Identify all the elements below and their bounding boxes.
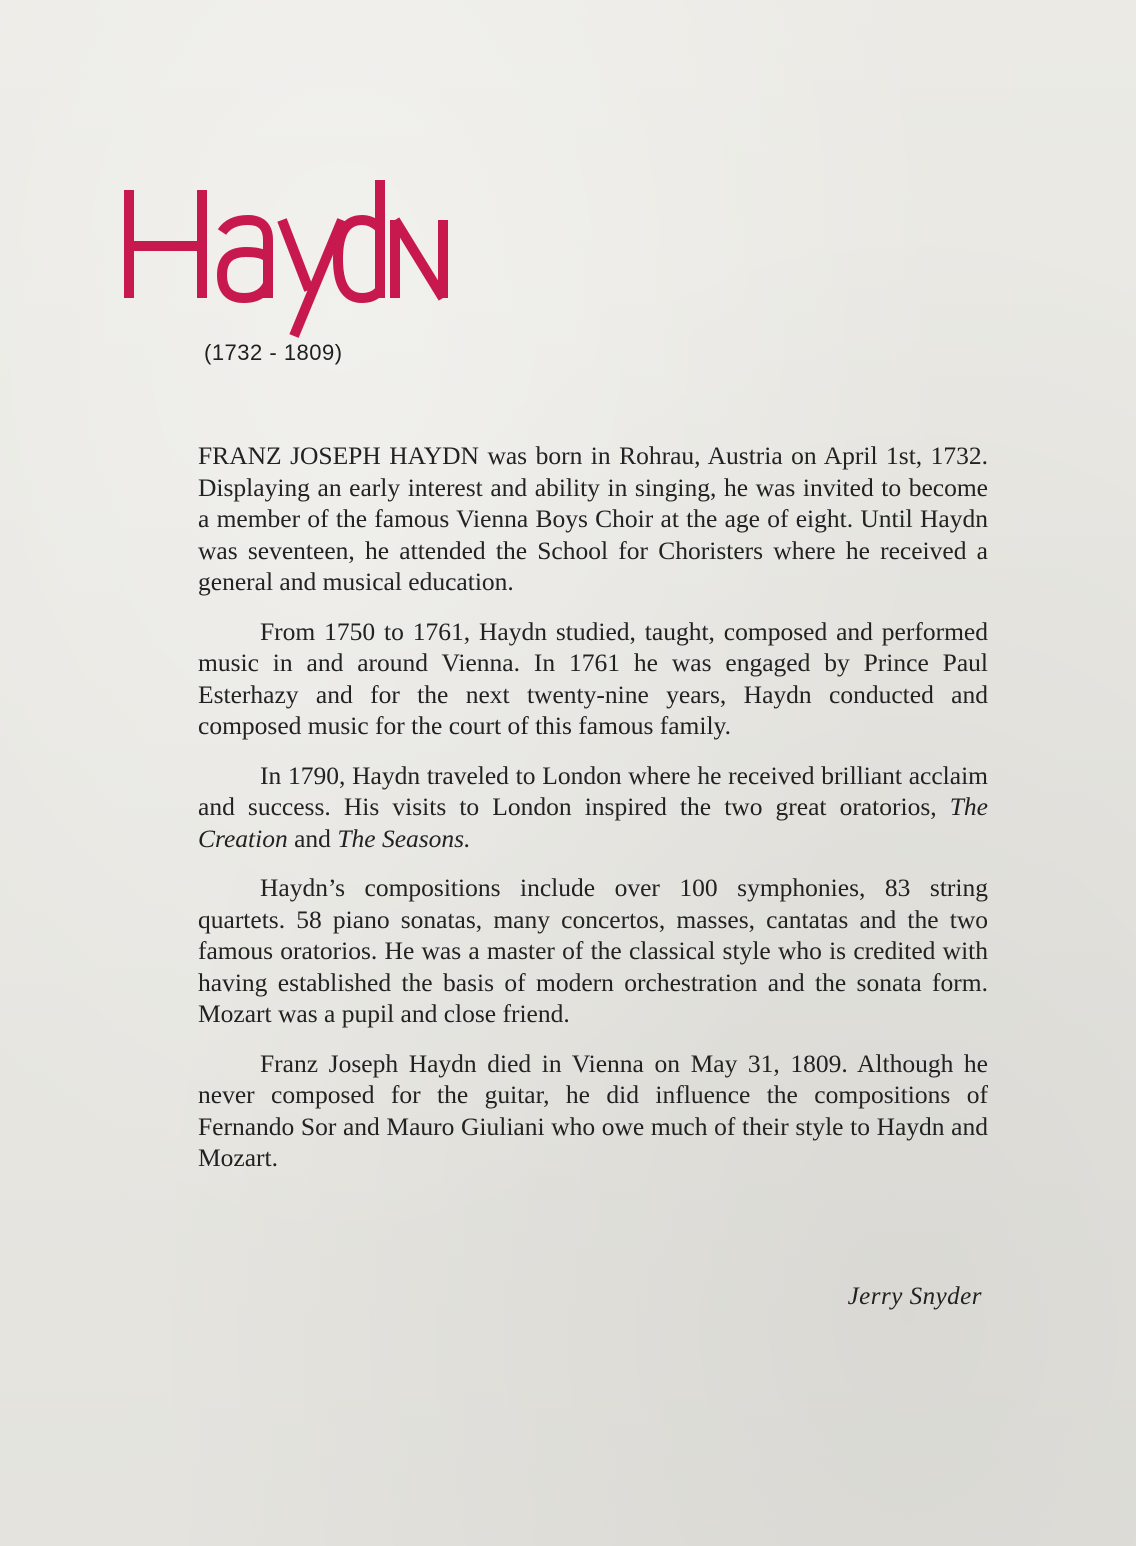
page-title-logo [118,150,478,340]
haydn-wordmark [118,150,478,340]
life-dates: (1732 - 1809) [204,340,343,365]
paragraph-death: Franz Joseph Haydn died in Vienna on May 31, 1809. Although he never composed for the guitar, he did influence the compositions of Fernando Sor and Mauro Giuliani who owe much of their style to Haydn and Mozart. [198,1048,988,1172]
paragraph-london [198,760,988,855]
work-title-seasons: The Seasons. [337,823,471,853]
paragraph-career: From 1750 to 1761, Haydn studied, taught, composed and performed music in and around Vienna. In 1761 he was engaged by Prince Paul Esterhazy and for the next twenty-nine years, Haydn conducted and composed music for the court of this famous family. [198,616,988,740]
paragraph-london-text: In 1790, Haydn traveled to London where he received brilliant acclaim and success. His visits to London inspired the two great oratorios, [198,760,988,821]
paragraph-compositions: Haydn’s compositions include over 100 symphonies, 83 string quartets. 58 piano sonatas, many concertos, masses, cantatas and the two famous oratorios. He was a master of the classical style who is credited with having established the basis of modern orchestration and the sonata form. Mozart was a pupil and close friend. [198,873,988,1028]
work-title-creation: The Creation [198,792,988,853]
paragraph-london-and: and [287,823,338,853]
author-signature: Jerry Snyder [847,1283,982,1310]
biography-text [198,440,988,1192]
paragraph-birth: FRANZ JOSEPH HAYDN was born in Rohrau, Austria on April 1st, 1732. Displaying an early interest and ability in singing, he was invited to become a member of the famous Vienna Boys Choir at the age of eight. Until Haydn was seventeen, he attended the School for Choristers where he received a general and musical education. [198,441,988,596]
